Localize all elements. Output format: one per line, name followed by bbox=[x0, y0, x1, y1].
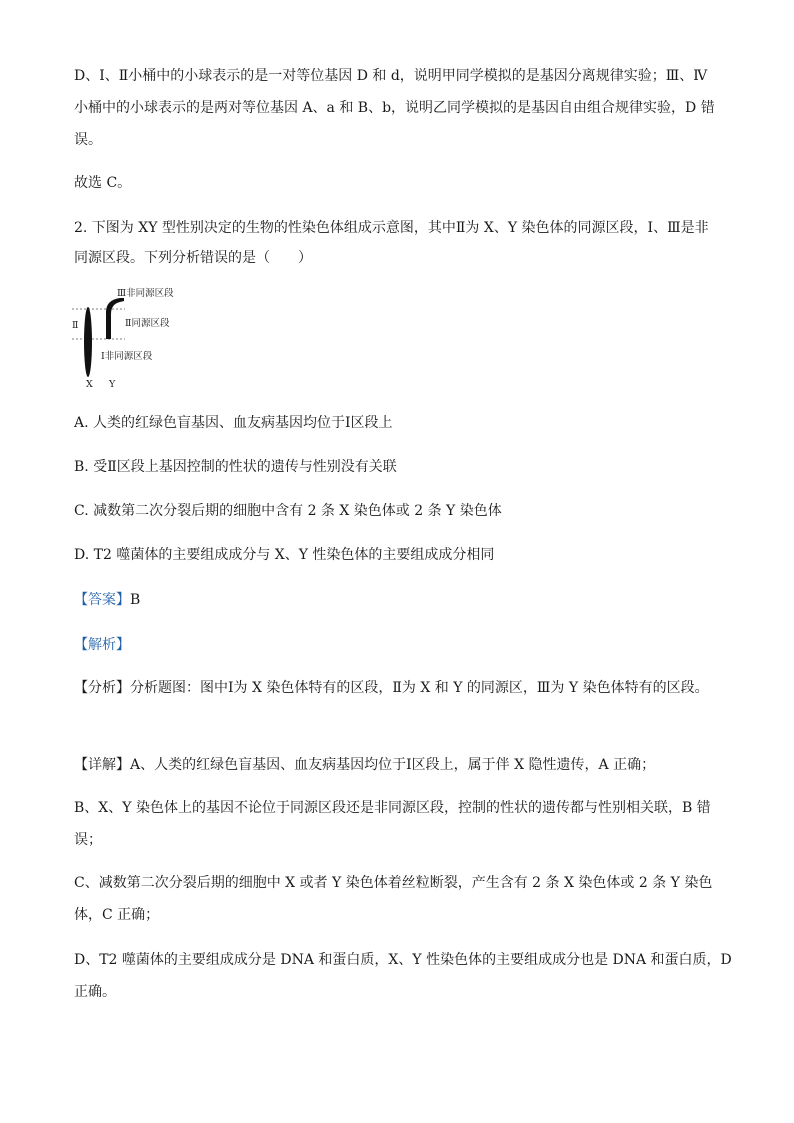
detail-d-line-1: D、T2 噬菌体的主要组成成分是 DNA 和蛋白质，X、Y 性染色体的主要组成成分也是 DNA 和蛋白质，D bbox=[74, 952, 732, 968]
label-region-I: Ⅰ非同源区段 bbox=[101, 351, 153, 362]
label-y: Y bbox=[109, 379, 116, 390]
option-c: C. 减数第二次分裂后期的细胞中含有 2 条 X 染色体或 2 条 Y 染色体 bbox=[74, 503, 502, 519]
question-stem-line-2: 同源区段。下列分析错误的是（ ） bbox=[74, 250, 312, 266]
label-region-III: Ⅲ非同源区段 bbox=[117, 288, 174, 299]
detail-b-line-2: 误； bbox=[74, 832, 102, 848]
fenxi-tag: 【分析】 bbox=[74, 680, 130, 696]
analysis-heading: 【解析】 bbox=[74, 637, 130, 653]
answer-value: B bbox=[130, 592, 141, 608]
answer-tag: 【答案】 bbox=[74, 592, 130, 608]
option-d: D. T2 噬菌体的主要组成成分与 X、Y 性染色体的主要组成成分相同 bbox=[74, 547, 495, 563]
x-chromosome bbox=[84, 307, 92, 377]
detail-tag: 【详解】 bbox=[74, 757, 130, 773]
prev-solution-line-3: 误。 bbox=[74, 132, 102, 148]
fenxi-line bbox=[74, 678, 709, 698]
detail-d-line-2: 正确。 bbox=[74, 984, 116, 1000]
detail-line-a bbox=[74, 755, 655, 775]
option-b: B. 受Ⅱ区段上基因控制的性状的遗传与性别没有关联 bbox=[74, 459, 397, 475]
answer-line bbox=[74, 590, 140, 610]
detail-c-line-1: C、减数第二次分裂后期的细胞中 X 或者 Y 染色体着丝粒断裂，产生含有 2 条 X 染色体或 2 条 Y 染色 bbox=[74, 875, 713, 891]
label-region-II-right: Ⅱ同源区段 bbox=[125, 318, 170, 329]
detail-c-line-2: 体，C 正确； bbox=[74, 907, 160, 923]
detail-a-text: A、人类的红绿色盲基因、血友病基因均位于Ⅰ区段上，属于伴 X 隐性遗传，A 正确； bbox=[130, 757, 656, 773]
prev-solution-line-1: D、Ⅰ、Ⅱ小桶中的小球表示的是一对等位基因 D 和 d，说明甲同学模拟的是基因分离规律实验；Ⅲ、Ⅳ bbox=[74, 68, 708, 84]
label-region-II-left: Ⅱ bbox=[72, 320, 79, 331]
question-stem-line-1: 2. 下图为 XY 型性别决定的生物的性染色体组成示意图，其中Ⅱ为 X、Y 染色体的同源区段，Ⅰ、Ⅲ是非 bbox=[74, 220, 709, 236]
prev-solution-line-2: 小桶中的小球表示的是两对等位基因 A、a 和 B、b，说明乙同学模拟的是基因自由组合规律实验，D 错 bbox=[74, 100, 715, 116]
sex-chromosome-diagram bbox=[70, 284, 200, 394]
option-a: A. 人类的红绿色盲基因、血友病基因均位于Ⅰ区段上 bbox=[74, 415, 393, 431]
y-chromosome bbox=[106, 298, 124, 339]
fenxi-text: 分析题图：图中Ⅰ为 X 染色体特有的区段，Ⅱ为 X 和 Y 的同源区，Ⅲ为 Y 染色体特有的区段。 bbox=[130, 680, 709, 696]
detail-b-line-1: B、X、Y 染色体上的基因不论位于同源区段还是非同源区段，控制的性状的遗传都与性别相关联，B 错 bbox=[74, 800, 711, 816]
label-x: X bbox=[86, 379, 93, 390]
prev-conclusion: 故选 C。 bbox=[74, 175, 132, 191]
